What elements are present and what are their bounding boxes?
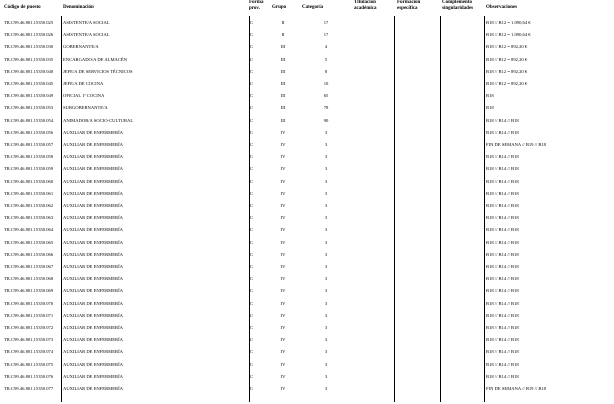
cell-observaciones: B18 // B12 = 892,20 € — [486, 56, 528, 62]
cell-observaciones: B18 // B14 // B18 — [486, 178, 519, 184]
header-denominacion: Denominación — [63, 5, 94, 10]
cell-grupo: IV — [280, 190, 286, 196]
cell-categoria: 78 — [323, 105, 329, 111]
cell-categoria: 3 — [324, 288, 328, 294]
cell-codigo: TR.C99.46.801.15350.062 — [4, 203, 54, 208]
cell-grupo: IV — [280, 300, 286, 306]
cell-denominacion: AUXILIAR DE ENFERMERÍA — [63, 312, 123, 318]
cell-observaciones: B18 // B12 = 892,20 € — [486, 44, 528, 50]
table-row — [0, 162, 614, 174]
cell-grupo: IV — [280, 166, 286, 172]
cell-categoria: 3 — [324, 142, 328, 147]
cell-codigo: TR.C99.46.801.15350.053 — [4, 105, 54, 111]
cell-forma-prov: C — [250, 300, 254, 306]
cell-observaciones: B18 // B14 // B18 — [486, 349, 519, 355]
cell-codigo: TR.C99.46.801.15350.045 — [4, 81, 54, 86]
cell-denominacion: ENCARGADO/A DE ALMACÉN — [63, 56, 128, 62]
cell-grupo: IV — [280, 288, 286, 294]
cell-grupo: III — [280, 68, 286, 74]
cell-codigo: TR.C99.46.801.15350.065 — [4, 239, 54, 245]
cell-categoria: 3 — [324, 373, 328, 379]
table-row — [0, 101, 614, 113]
cell-codigo: TR.C99.46.801.15350.057 — [4, 142, 54, 147]
cell-grupo: IV — [280, 142, 286, 147]
cell-grupo: IV — [280, 129, 286, 135]
cell-categoria: 3 — [324, 300, 328, 306]
cell-forma-prov: C — [250, 178, 254, 184]
cell-codigo: TR.C99.46.801.15350.077 — [4, 386, 54, 391]
cell-codigo: TR.C99.46.801.15350.076 — [4, 373, 54, 379]
cell-observaciones: B18 // B14 // B18 — [486, 361, 519, 367]
cell-forma-prov: C — [250, 337, 254, 343]
cell-codigo: TR.C99.46.801.15350.068 — [4, 276, 54, 282]
cell-denominacion: AUXILIAR DE ENFERMERÍA — [63, 178, 123, 184]
header-titulacion-line2: académica — [354, 6, 377, 11]
table-row — [0, 236, 614, 248]
cell-categoria: 3 — [324, 361, 328, 367]
header-forma-line1: Forma — [249, 0, 264, 5]
header-categoria: Categoría — [302, 5, 324, 10]
column-divider — [394, 16, 395, 402]
cell-categoria: 3 — [324, 312, 328, 318]
cell-denominacion: ANIMADOR/A SOCIO-CULTURAL — [63, 117, 134, 123]
cell-codigo: TR.C99.46.801.15350.061 — [4, 190, 54, 196]
cell-denominacion: AUXILIAR DE ENFERMERÍA — [63, 276, 123, 282]
cell-codigo: TR.C99.46.801.15350.067 — [4, 264, 54, 269]
table-row — [0, 65, 614, 77]
cell-forma-prov: C — [250, 142, 254, 147]
cell-grupo: II — [281, 32, 285, 38]
cell-codigo: TR.C99.46.801.15350.040 — [4, 68, 54, 74]
cell-forma-prov: C — [250, 312, 254, 318]
table-row — [0, 77, 614, 89]
cell-observaciones: B18 // B14 // B18 — [486, 288, 519, 294]
cell-grupo: IV — [280, 325, 286, 330]
cell-codigo: TR.C99.46.801.15350.072 — [4, 325, 54, 330]
cell-denominacion: AUXILIAR DE ENFERMERÍA — [63, 300, 123, 306]
cell-denominacion: AUXILIAR DE ENFERMERÍA — [63, 227, 123, 233]
cell-grupo: IV — [280, 337, 286, 343]
cell-categoria: 3 — [324, 178, 328, 184]
cell-observaciones: FIN DE SEMANA // B19 // B18 — [486, 142, 546, 147]
cell-categoria: 65 — [323, 93, 329, 99]
cell-codigo: TR.C99.46.801.15350.035 — [4, 56, 54, 62]
cell-forma-prov: C — [250, 349, 254, 355]
cell-denominacion: AUXILIAR DE ENFERMERÍA — [63, 190, 123, 196]
cell-categoria: 3 — [324, 215, 328, 221]
cell-categoria: 8 — [324, 68, 328, 74]
cell-denominacion: AUXILIAR DE ENFERMERÍA — [63, 349, 123, 355]
cell-categoria: 90 — [323, 117, 329, 123]
cell-observaciones: B18 // B14 // B18 — [486, 215, 519, 221]
cell-categoria: 10 — [323, 81, 329, 86]
cell-forma-prov: C — [250, 166, 254, 172]
cell-observaciones: FIN DE SEMANA // B19 // B18 — [486, 386, 546, 391]
table-row — [0, 272, 614, 284]
table-row — [0, 150, 614, 162]
cell-observaciones: B18 // B14 // B18 — [486, 300, 519, 306]
cell-observaciones: B18 // B14 // B18 — [486, 373, 519, 379]
cell-observaciones: B18 — [486, 93, 494, 99]
cell-codigo: TR.C99.46.801.15350.049 — [4, 93, 54, 99]
table-row — [0, 309, 614, 321]
cell-categoria: 3 — [324, 166, 328, 172]
cell-forma-prov: C — [250, 32, 254, 38]
cell-denominacion: AUXILIAR DE ENFERMERÍA — [63, 129, 123, 135]
cell-denominacion: AUXILIAR DE ENFERMERÍA — [63, 373, 123, 379]
cell-codigo: TR.C99.46.801.15350.026 — [4, 32, 54, 38]
table-row — [0, 223, 614, 235]
cell-categoria: 17 — [323, 20, 329, 25]
cell-denominacion: AUXILIAR DE ENFERMERÍA — [63, 337, 123, 343]
header-forma-line2: prov. — [249, 6, 260, 11]
cell-denominacion: AUXILIAR DE ENFERMERÍA — [63, 251, 123, 257]
column-divider — [440, 16, 441, 402]
table-row — [0, 126, 614, 138]
cell-categoria: 3 — [324, 386, 328, 391]
cell-categoria: 3 — [324, 264, 328, 269]
table-row — [0, 16, 614, 28]
table-row — [0, 333, 614, 345]
cell-forma-prov: C — [250, 93, 254, 99]
table-row — [0, 199, 614, 211]
cell-denominacion: AUXILIAR DE ENFERMERÍA — [63, 361, 123, 367]
cell-grupo: IV — [280, 203, 286, 208]
cell-forma-prov: C — [250, 117, 254, 123]
cell-denominacion: AUXILIAR DE ENFERMERÍA — [63, 166, 123, 172]
cell-denominacion: AUXILIAR DE ENFERMERÍA — [63, 239, 123, 245]
cell-observaciones: B18 // B14 // B18 — [486, 227, 519, 233]
cell-forma-prov: C — [250, 239, 254, 245]
table-row — [0, 297, 614, 309]
table-row — [0, 284, 614, 296]
cell-observaciones: B18 // B12 = 1.090,64 € — [486, 32, 531, 38]
header-complemento-line2: singularidades — [442, 6, 474, 11]
cell-denominacion: AUXILIAR DE ENFERMERÍA — [63, 215, 123, 221]
cell-grupo: IV — [280, 264, 286, 269]
table-row — [0, 175, 614, 187]
cell-codigo: TR.C99.46.801.15350.063 — [4, 215, 54, 221]
cell-forma-prov: C — [250, 81, 254, 86]
cell-forma-prov: C — [250, 227, 254, 233]
header-titulacion-line1: Titulación — [354, 0, 376, 5]
cell-observaciones: B18 // B14 // B18 — [486, 337, 519, 343]
cell-forma-prov: C — [250, 276, 254, 282]
cell-denominacion: ASISTENTE/A SOCIAL — [63, 32, 110, 38]
cell-forma-prov: C — [250, 203, 254, 208]
table-row — [0, 358, 614, 370]
table-row — [0, 40, 614, 52]
cell-grupo: IV — [280, 178, 286, 184]
cell-codigo: TR.C99.46.801.15350.075 — [4, 361, 54, 367]
cell-grupo: IV — [280, 215, 286, 221]
cell-denominacion: AUXILIAR DE ENFERMERÍA — [63, 325, 123, 330]
cell-observaciones: B18 // B14 // B18 — [486, 190, 519, 196]
header-observaciones: Observaciones — [486, 5, 518, 10]
cell-observaciones: B18 // B14 // B18 — [486, 129, 519, 135]
cell-denominacion: JEFE/A DE SERVICIOS TÉCNICOS — [63, 68, 133, 74]
cell-codigo: TR.C99.46.801.15350.056 — [4, 129, 54, 135]
column-divider — [61, 16, 62, 402]
cell-grupo: IV — [280, 349, 286, 355]
header-codigo: Código de puesto — [4, 5, 41, 10]
cell-forma-prov: C — [250, 373, 254, 379]
table-row — [0, 260, 614, 272]
cell-observaciones: B18 // B14 // B18 — [486, 166, 519, 172]
cell-grupo: IV — [280, 251, 286, 257]
cell-categoria: 3 — [324, 251, 328, 257]
cell-forma-prov: C — [250, 129, 254, 135]
cell-codigo: TR.C99.46.801.15350.069 — [4, 288, 54, 294]
table-row — [0, 28, 614, 40]
cell-forma-prov: C — [250, 68, 254, 74]
cell-grupo: III — [280, 93, 286, 99]
table-row — [0, 248, 614, 260]
cell-observaciones: B18 // B14 // B18 — [486, 117, 519, 123]
cell-observaciones: B18 — [486, 105, 494, 111]
cell-observaciones: B18 // B14 // B18 — [486, 325, 519, 330]
cell-codigo: TR.C99.46.801.15350.030 — [4, 44, 54, 50]
table-row — [0, 187, 614, 199]
cell-forma-prov: C — [250, 251, 254, 257]
cell-grupo: IV — [280, 239, 286, 245]
cell-grupo: IV — [280, 373, 286, 379]
cell-categoria: 3 — [324, 190, 328, 196]
table-row — [0, 138, 614, 150]
cell-observaciones: B18 // B14 // B18 — [486, 276, 519, 282]
cell-codigo: TR.C99.46.801.15350.066 — [4, 251, 54, 257]
cell-forma-prov: C — [250, 20, 254, 25]
cell-codigo: TR.C99.46.801.15350.071 — [4, 312, 54, 318]
cell-codigo: TR.C99.46.801.15350.059 — [4, 166, 54, 172]
cell-codigo: TR.C99.46.801.15350.025 — [4, 20, 54, 25]
table-header — [0, 0, 614, 15]
cell-forma-prov: C — [250, 44, 254, 50]
cell-grupo: II — [281, 20, 285, 25]
cell-grupo: IV — [280, 227, 286, 233]
cell-observaciones: B18 // B14 // B18 — [486, 312, 519, 318]
cell-grupo: IV — [280, 312, 286, 318]
cell-codigo: TR.C99.46.801.15350.073 — [4, 337, 54, 343]
table-row — [0, 89, 614, 101]
cell-denominacion: AUXILIAR DE ENFERMERÍA — [63, 288, 123, 294]
cell-grupo: IV — [280, 361, 286, 367]
cell-observaciones: B18 // B14 // B18 — [486, 203, 519, 208]
cell-codigo: TR.C99.46.801.15350.070 — [4, 300, 54, 306]
cell-observaciones: B18 // B12 = 892,20 € — [486, 81, 528, 86]
cell-observaciones: B18 // B14 // B18 — [486, 251, 519, 257]
header-formacion-line2: específica — [397, 6, 418, 11]
cell-grupo: III — [280, 81, 286, 86]
cell-observaciones: B18 // B14 // B18 — [486, 239, 519, 245]
column-divider — [484, 16, 485, 402]
table-row — [0, 114, 614, 126]
cell-categoria: 5 — [324, 56, 328, 62]
cell-grupo: III — [280, 105, 286, 111]
cell-grupo: IV — [280, 386, 286, 391]
cell-observaciones: B18 // B14 // B18 — [486, 264, 519, 269]
cell-forma-prov: C — [250, 361, 254, 367]
cell-categoria: 4 — [324, 44, 328, 50]
header-grupo: Grupo — [272, 5, 287, 10]
cell-categoria: 17 — [323, 32, 329, 38]
cell-codigo: TR.C99.46.801.15350.074 — [4, 349, 54, 355]
cell-grupo: III — [280, 44, 286, 50]
cell-forma-prov: C — [250, 154, 254, 160]
table-row — [0, 53, 614, 65]
cell-forma-prov: C — [250, 215, 254, 221]
cell-forma-prov: C — [250, 105, 254, 111]
cell-denominacion: AUXILIAR DE ENFERMERÍA — [63, 142, 123, 147]
cell-denominacion: JEFE/A DE COCINA — [63, 81, 104, 86]
cell-categoria: 3 — [324, 337, 328, 343]
column-divider — [249, 16, 250, 402]
cell-denominacion: AUXILIAR DE ENFERMERÍA — [63, 386, 123, 391]
cell-observaciones: B18 // B12 = 892,20 € — [486, 68, 528, 74]
table-row — [0, 382, 614, 394]
cell-categoria: 3 — [324, 325, 328, 330]
cell-forma-prov: C — [250, 56, 254, 62]
cell-categoria: 3 — [324, 129, 328, 135]
header-formacion-line1: Formación — [397, 0, 421, 5]
header-complemento-line1: Complemento — [442, 0, 472, 5]
cell-grupo: IV — [280, 276, 286, 282]
cell-denominacion: ASISTENTE/A SOCIAL — [63, 20, 110, 25]
cell-forma-prov: C — [250, 325, 254, 330]
cell-grupo: IV — [280, 154, 286, 160]
cell-grupo: III — [280, 56, 286, 62]
cell-denominacion: GOBERNANTE/A — [63, 44, 99, 50]
cell-categoria: 3 — [324, 276, 328, 282]
cell-categoria: 3 — [324, 239, 328, 245]
cell-codigo: TR.C99.46.801.15350.064 — [4, 227, 54, 233]
cell-denominacion: OFICIAL 1ª COCINA — [63, 93, 105, 99]
cell-forma-prov: C — [250, 264, 254, 269]
table-row — [0, 370, 614, 382]
cell-observaciones: B18 // B12 = 1.090,64 € — [486, 20, 531, 25]
cell-categoria: 3 — [324, 349, 328, 355]
cell-grupo: III — [280, 117, 286, 123]
table-row — [0, 345, 614, 357]
cell-codigo: TR.C99.46.801.15350.058 — [4, 154, 54, 160]
cell-denominacion: AUXILIAR DE ENFERMERÍA — [63, 203, 123, 208]
cell-categoria: 3 — [324, 154, 328, 160]
cell-codigo: TR.C99.46.801.15350.054 — [4, 117, 54, 123]
table-row — [0, 321, 614, 333]
cell-codigo: TR.C99.46.801.15350.060 — [4, 178, 54, 184]
cell-forma-prov: C — [250, 190, 254, 196]
cell-categoria: 3 — [324, 227, 328, 233]
table-row — [0, 211, 614, 223]
cell-forma-prov: C — [250, 288, 254, 294]
cell-observaciones: B18 // B14 // B18 — [486, 154, 519, 160]
cell-denominacion: AUXILIAR DE ENFERMERÍA — [63, 264, 123, 269]
cell-categoria: 3 — [324, 203, 328, 208]
cell-denominacion: SUBGOBERNANTE/A — [63, 105, 108, 111]
cell-denominacion: AUXILIAR DE ENFERMERÍA — [63, 154, 123, 160]
cell-forma-prov: C — [250, 386, 254, 391]
